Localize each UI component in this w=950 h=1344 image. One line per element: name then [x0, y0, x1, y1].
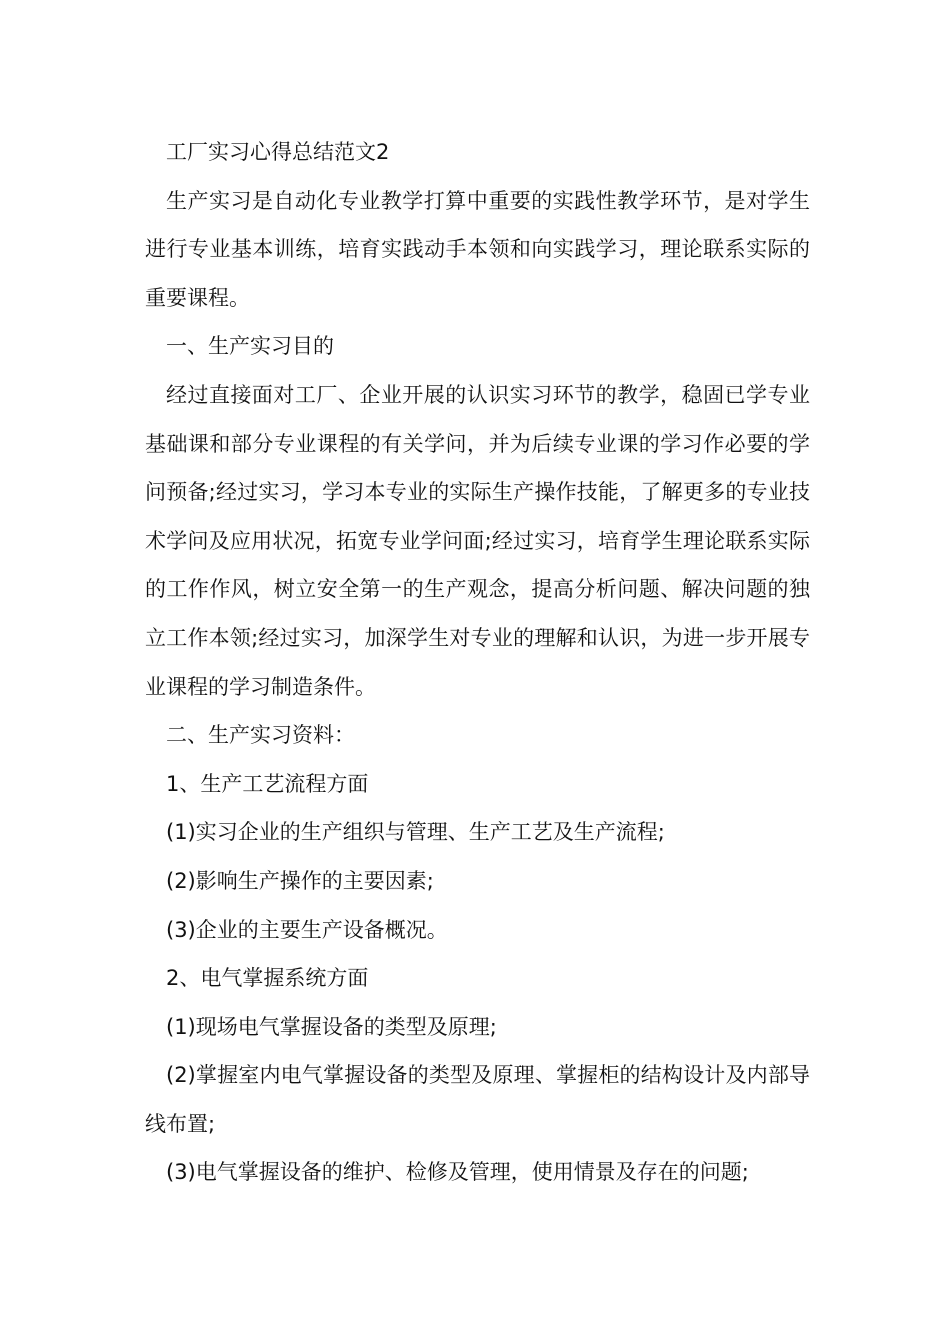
- subheading-process: 1、生产工艺流程方面: [166, 771, 369, 796]
- document-body: [145, 128, 810, 1197]
- list-item: (1)实习企业的生产组织与管理、生产工艺及生产流程;: [166, 820, 665, 845]
- paragraph-intro: 生产实习是自动化专业教学打算中重要的实践性教学环节，是对学生进行专业基本训练，培育实践动手本领和向实践学习，理论联系实际的重要课程。: [145, 188, 810, 310]
- list-item: (1)现场电气掌握设备的类型及原理;: [166, 1014, 497, 1039]
- list-item: (3)企业的主要生产设备概况。: [166, 917, 448, 942]
- section-heading-content: 二、生产实习资料：: [166, 723, 355, 748]
- subheading-electrical: 2、电气掌握系统方面: [166, 966, 369, 991]
- section-heading-purpose: 一、生产实习目的: [166, 334, 334, 359]
- list-item: (3)电气掌握设备的维护、检修及管理，使用情景及存在的问题;: [166, 1160, 749, 1185]
- document-title: 工厂实习心得总结范文2: [166, 140, 390, 164]
- list-item: (2)掌握室内电气掌握设备的类型及原理、掌握柜的结构设计及内部导线布置;: [145, 1063, 810, 1136]
- paragraph-purpose: 经过直接面对工厂、企业开展的认识实习环节的教学，稳固已学专业基础课和部分专业课程的有关学问，并为后续专业课的学习作必要的学问预备;经过实习，学习本专业的实际生产操作技能，了解更多的专业技术学问及应用状况，拓宽专业学问面;经过实习，培育学生理论联系实际的工作作风，树立安全第一的生产观念，提高分析问题、解决问题的独立工作本领;经过实习，加深学生对专业的理解和认识，为进一步开展专业课程的学习制造条件。: [145, 382, 810, 699]
- list-item: (2)影响生产操作的主要因素;: [166, 868, 434, 893]
